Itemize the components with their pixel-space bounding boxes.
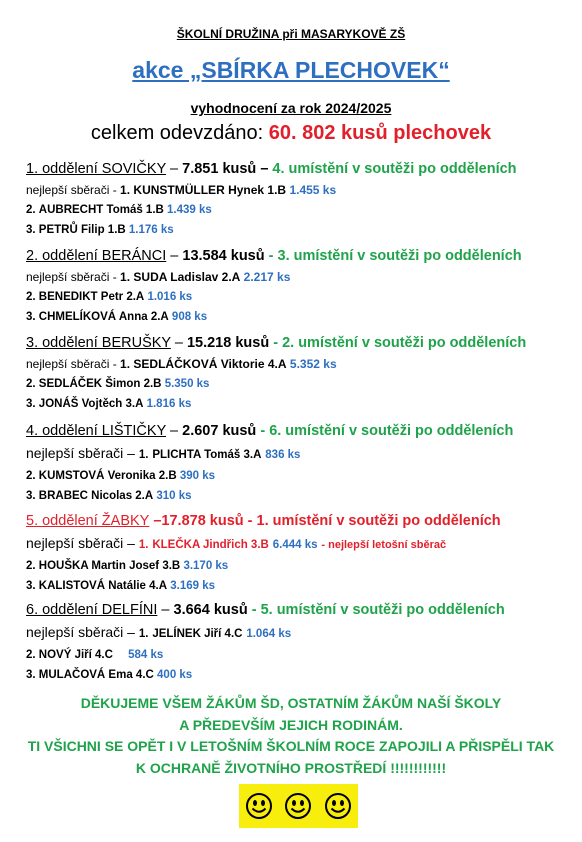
rank: 3. — [26, 398, 36, 410]
collector-row — [26, 376, 571, 392]
thanks-message — [0, 693, 582, 779]
section-place: 1. umístění v soutěži po odděleních — [256, 513, 501, 529]
total-value: 60. 802 kusů plechovek — [268, 122, 492, 144]
rank: 2. — [26, 291, 36, 303]
section-count: 7.851 kusů — [182, 161, 257, 177]
collector-value: 1.455 ks — [289, 183, 337, 197]
collector-name: NOVÝ Jiří 4.C — [38, 649, 113, 661]
collector-row — [26, 444, 571, 464]
collector-value: 1.016 ks — [147, 291, 193, 303]
separator: – — [166, 423, 183, 439]
collector-name: KALISTOVÁ Natálie 4.A — [38, 580, 168, 592]
total-label: celkem odevzdáno: — [90, 122, 264, 144]
collector-name: BENEDIKT Petr 2.A — [38, 291, 145, 303]
thanks-line: A PŘEDEVŠÍM JEJICH RODINÁM. — [179, 716, 403, 733]
collector-value: 1.439 ks — [167, 204, 212, 216]
section-place: 2. umístění v soutěži po odděleních — [282, 335, 527, 351]
best-label: nejlepší sběrači – — [26, 624, 139, 640]
collector-row — [26, 578, 571, 594]
collector-value: 3.170 ks — [183, 560, 229, 572]
separator: – — [170, 335, 187, 351]
best-label: nejlepší sběrači – — [26, 535, 139, 551]
separator: - — [247, 602, 261, 618]
collector-value: 390 ks — [179, 470, 216, 482]
best-collector-note: - nejlepší letošní sběrač — [321, 539, 447, 551]
rank: 3. — [26, 669, 36, 681]
collector-row — [26, 534, 571, 554]
smiley-face-icon — [284, 792, 312, 820]
smileys-box — [239, 784, 358, 828]
collector-value: 5.350 ks — [164, 378, 210, 390]
collector-name: AUBRECHT Tomáš 1.B — [38, 204, 164, 216]
collector-name: SEDLÁČEK Šimon 2.B — [38, 378, 162, 390]
rank: 3. — [26, 490, 36, 502]
section-heading — [26, 247, 571, 266]
section-name: 3. oddělení BERUŠKY — [26, 335, 171, 351]
rank: 2. — [26, 649, 36, 661]
evaluation-year: vyhodnocení za rok 2024/2025 — [190, 100, 392, 116]
rank: 1. — [120, 357, 131, 371]
collector-row — [26, 468, 571, 484]
section-name: 4. oddělení LIŠTIČKY — [26, 423, 166, 439]
separator: - — [256, 423, 270, 439]
section-heading — [26, 160, 571, 179]
collector-row — [26, 396, 571, 412]
best-label: nejlepší sběrači - — [26, 270, 121, 284]
collector-row — [26, 222, 571, 238]
thanks-line: TI VŠICHNI SE OPĚT I V LETOŠNÍM ŠKOLNÍM ROCE ZAPOJILI A PŘISPĚLI TAK — [27, 738, 555, 754]
collector-row — [26, 182, 571, 198]
action-title: akce „SBÍRKA PLECHOVEK“ — [132, 57, 450, 83]
section-heading — [26, 422, 571, 441]
collector-name: SUDA Ladislav 2.A — [133, 270, 241, 284]
rank: 3. — [26, 311, 36, 323]
section-count: 13.584 kusů — [182, 248, 265, 264]
collector-name: KLEČKA Jindřich 3.B — [152, 539, 269, 551]
rank: 1. — [138, 628, 149, 640]
collector-row — [26, 558, 571, 574]
rank: 2. — [26, 470, 36, 482]
separator: - — [264, 248, 278, 264]
collector-value: 584 ks — [128, 649, 164, 661]
rank: 1. — [120, 270, 131, 284]
collector-value: 3.169 ks — [170, 580, 216, 592]
rank: 1. — [138, 449, 149, 461]
collector-row — [26, 488, 571, 504]
best-label: nejlepší sběrači – — [26, 445, 139, 461]
rank: 1. — [120, 183, 131, 197]
collector-value: 2.217 ks — [243, 270, 291, 284]
thanks-line: K OCHRANĚ ŽIVOTNÍHO PROSTŘEDÍ !!!!!!!!!!!! — [135, 759, 447, 776]
collector-name: JONÁŠ Vojtěch 3.A — [38, 398, 144, 410]
section-count: 17.878 kusů — [161, 513, 244, 529]
separator: – — [166, 161, 183, 177]
rank: 2. — [26, 378, 36, 390]
rank: 1. — [138, 539, 149, 551]
section-name: 6. oddělení DELFÍNI — [26, 602, 158, 618]
best-label: nejlepší sběrači - — [26, 183, 121, 197]
smiley-face-icon — [245, 792, 273, 820]
collector-value: 400 ks — [157, 669, 193, 681]
collector-value: 1.816 ks — [146, 398, 192, 410]
collector-value: 310 ks — [156, 490, 192, 502]
collector-row — [26, 667, 571, 683]
collector-row — [26, 269, 571, 285]
collector-value: 1.064 ks — [246, 628, 292, 640]
separator: – — [166, 248, 183, 264]
rank: 2. — [26, 204, 36, 216]
rank: 3. — [26, 224, 36, 236]
best-label: nejlepší sběrači - — [26, 357, 121, 371]
section-name: 2. oddělení BERÁNCI — [26, 248, 167, 264]
collector-value: 6.444 ks — [272, 539, 318, 551]
section-name: 1. oddělení SOVIČKY — [26, 161, 166, 177]
collector-value: 5.352 ks — [289, 357, 337, 371]
collector-name: KUNSTMÜLLER Hynek 1.B — [133, 183, 287, 197]
collector-value: 836 ks — [265, 449, 301, 461]
separator: - — [243, 513, 257, 529]
rank: 2. — [26, 560, 36, 572]
section-count: 3.664 kusů — [173, 602, 248, 618]
section-count: 15.218 kusů — [186, 335, 270, 351]
section-heading — [26, 512, 571, 531]
collector-name: CHMELÍKOVÁ Anna 2.A — [38, 311, 169, 323]
collector-name: KUMSTOVÁ Veronika 2.B — [38, 470, 177, 482]
collector-row — [26, 623, 571, 643]
collector-row — [26, 647, 571, 663]
section-place: 6. umístění v soutěži po odděleních — [269, 423, 514, 439]
collector-name: PLICHTA Tomáš 3.A — [152, 449, 262, 461]
collector-row — [26, 202, 571, 218]
collector-name: HOUŠKA Martin Josef 3.B — [38, 560, 181, 572]
collector-name: SEDLÁČKOVÁ Viktorie 4.A — [133, 357, 287, 371]
separator: – — [149, 513, 162, 529]
collector-row — [26, 289, 571, 305]
rank: 3. — [26, 580, 36, 592]
section-heading — [26, 601, 571, 620]
section-delfini — [26, 601, 571, 683]
section-heading — [26, 334, 571, 353]
collector-name: PETRŮ Filip 1.B — [38, 224, 126, 236]
separator: – — [256, 161, 273, 177]
section-listicky — [26, 422, 571, 504]
section-beranci — [26, 247, 571, 325]
smiley-face-icon — [324, 792, 352, 820]
collector-value: 1.176 ks — [128, 224, 174, 236]
school-title: ŠKOLNÍ DRUŽINA při MASARYKOVĚ ZŠ — [176, 27, 406, 41]
collector-row — [26, 356, 571, 372]
thanks-line: DĚKUJEME VŠEM ŽÁKŮM ŠD, OSTATNÍM ŽÁKŮM NAŠÍ ŠKOLY — [80, 695, 502, 711]
collector-name: JELÍNEK Jiří 4.C — [152, 628, 243, 640]
section-zabky — [26, 512, 571, 594]
section-berusky — [26, 334, 571, 412]
collector-row — [26, 309, 571, 325]
section-name: 5. oddělení ŽABKY — [26, 513, 150, 529]
section-place: 3. umístění v soutěži po odděleních — [277, 248, 522, 264]
separator: - — [269, 335, 283, 351]
total-collected — [0, 122, 582, 145]
section-place: 5. umístění v soutěži po odděleních — [260, 602, 505, 618]
collector-name: MULAČOVÁ Ema 4.C — [38, 669, 154, 681]
section-count: 2.607 kusů — [182, 423, 257, 439]
collector-value: 908 ks — [171, 311, 208, 323]
section-sovicky — [26, 160, 571, 238]
section-place: 4. umístění v soutěži po odděleních — [272, 161, 517, 177]
collector-name: BRABEC Nicolas 2.A — [38, 490, 154, 502]
separator: – — [157, 602, 174, 618]
